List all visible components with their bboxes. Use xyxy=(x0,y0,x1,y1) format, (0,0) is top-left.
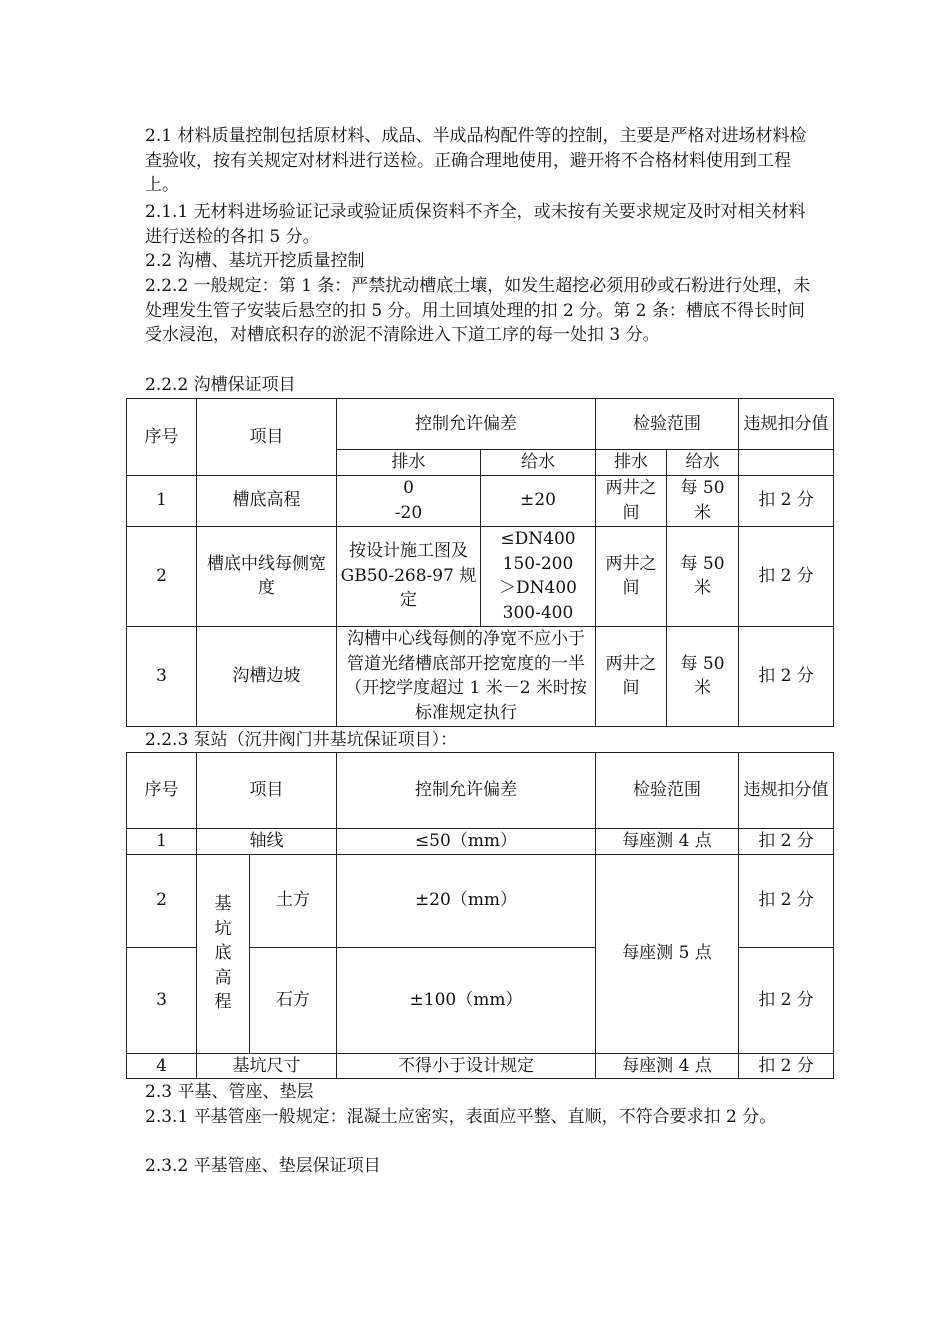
cell-item: 基坑尺寸 xyxy=(197,1053,337,1079)
cell-penalty: 扣 2 分 xyxy=(739,626,834,726)
cell-drain: 0 -20 xyxy=(337,475,481,526)
heading-flat-base-guarantee: 2.3.2 平基管座、垫层保证项目 xyxy=(145,1156,381,1176)
cell-penalty: 扣 2 分 xyxy=(739,526,834,626)
cell-tolerance: ≤50（mm） xyxy=(337,829,596,855)
cell-range-drain: 两井之间 xyxy=(596,475,667,526)
header-penalty-blank xyxy=(739,450,834,476)
header-tolerance: 控制允许偏差 xyxy=(337,753,596,829)
cell-penalty: 扣 2 分 xyxy=(739,475,834,526)
heading-flat-base: 2.3 平基、管座、垫层 xyxy=(145,1082,314,1102)
cell-item: 槽底高程 xyxy=(197,475,337,526)
cell-seq: 3 xyxy=(127,947,197,1053)
paragraph-material-control: 2.1 材料质量控制包括原材料、成品、半成品构配件等的控制，主要是严格对进场材料检查验收，按有关规定对材料进行送检。正确合理地使用，避开将不合格材料使用到工程上。 xyxy=(145,126,807,195)
cell-drain: 按设计施工图及 GB50-268-97 规定 xyxy=(337,526,481,626)
trench-guarantee-table xyxy=(126,398,834,727)
cell-penalty: 扣 2 分 xyxy=(739,1053,834,1079)
cell-range-supply: 每 50 米 xyxy=(667,626,739,726)
table-row xyxy=(127,626,834,726)
cell-range: 每座测 5 点 xyxy=(596,854,739,1053)
cell-penalty: 扣 2 分 xyxy=(739,829,834,855)
cell-tolerance: ±100（mm） xyxy=(337,947,596,1053)
cell-seq: 2 xyxy=(127,854,197,947)
table-row xyxy=(127,1053,834,1079)
cell-seq: 1 xyxy=(127,829,197,855)
cell-range: 每座测 4 点 xyxy=(596,1053,739,1079)
paragraph-general-rules: 2.2.2 一般规定：第 1 条：严禁扰动槽底土壤，如发生超挖必须用砂或石粉进行处理，未处理发生管子安装后悬空的扣 5 分。用土回填处理的扣 2 分。第 2 条：槽底不得长时间受水浸泡，对槽底积存的淤泥不清除进入下道工序的每一处扣 3 分。 xyxy=(145,276,811,345)
paragraph-flat-base-rules: 2.3.1 平基管座一般规定：混凝土应密实，表面应平整、直顺，不符合要求扣 2 分。 xyxy=(145,1107,777,1127)
cell-range: 每座测 4 点 xyxy=(596,829,739,855)
header-penalty: 违规扣分值 xyxy=(739,753,834,829)
cell-supply: ≤DN400 150-200 ＞DN400 300-400 xyxy=(481,526,596,626)
cell-item: 轴线 xyxy=(197,829,337,855)
cell-penalty: 扣 2 分 xyxy=(739,947,834,1053)
header-seq: 序号 xyxy=(127,399,197,476)
cell-range-drain: 两井之间 xyxy=(596,626,667,726)
table-row xyxy=(127,854,834,947)
cell-seq: 4 xyxy=(127,1053,197,1079)
header-drain: 排水 xyxy=(337,450,481,476)
cell-item: 槽底中线每侧宽度 xyxy=(197,526,337,626)
cell-item: 沟槽边坡 xyxy=(197,626,337,726)
cell-tolerance-merged: 沟槽中心线每侧的净宽不应小于管道光绪槽底部开挖宽度的一半（开挖学度超过 1 米－2 米时按标准规定执行 xyxy=(337,626,596,726)
cell-tolerance: ±20（mm） xyxy=(337,854,596,947)
cell-range-supply: 每 50 米 xyxy=(667,526,739,626)
header-tolerance: 控制允许偏差 xyxy=(337,399,596,450)
table-row xyxy=(127,475,834,526)
header-penalty: 违规扣分值 xyxy=(739,399,834,450)
cell-range-supply: 每 50 米 xyxy=(667,475,739,526)
header-range-supply: 给水 xyxy=(667,450,739,476)
header-range: 检验范围 xyxy=(596,753,739,829)
heading-trench-guarantee: 2.2.2 沟槽保证项目 xyxy=(145,375,296,395)
table-row xyxy=(127,526,834,626)
paragraph-material-penalty: 2.1.1 无材料进场验证记录或验证质保资料不齐全，或未按有关要求规定及时对相关材料进行送检的各扣 5 分。 xyxy=(145,202,806,247)
header-item: 项目 xyxy=(197,399,337,476)
heading-trench-excavation: 2.2 沟槽、基坑开挖质量控制 xyxy=(145,251,365,271)
header-seq: 序号 xyxy=(127,753,197,829)
cell-tolerance: 不得小于设计规定 xyxy=(337,1053,596,1079)
cell-range-drain: 两井之间 xyxy=(596,526,667,626)
pump-station-table xyxy=(126,752,834,1079)
header-item: 项目 xyxy=(197,753,337,829)
cell-group-pit-bottom-elevation: 基 坑 底 高 程 xyxy=(197,854,250,1053)
cell-seq: 2 xyxy=(127,526,197,626)
cell-seq: 3 xyxy=(127,626,197,726)
heading-pump-station: 2.2.3 泵站（沉井阀门井基坑保证项目）： xyxy=(145,730,458,750)
cell-seq: 1 xyxy=(127,475,197,526)
header-supply: 给水 xyxy=(481,450,596,476)
header-range: 检验范围 xyxy=(596,399,739,450)
table-row xyxy=(127,829,834,855)
cell-sub-item: 石方 xyxy=(250,947,337,1053)
cell-supply: ±20 xyxy=(481,475,596,526)
cell-penalty: 扣 2 分 xyxy=(739,854,834,947)
header-range-drain: 排水 xyxy=(596,450,667,476)
cell-sub-item: 土方 xyxy=(250,854,337,947)
